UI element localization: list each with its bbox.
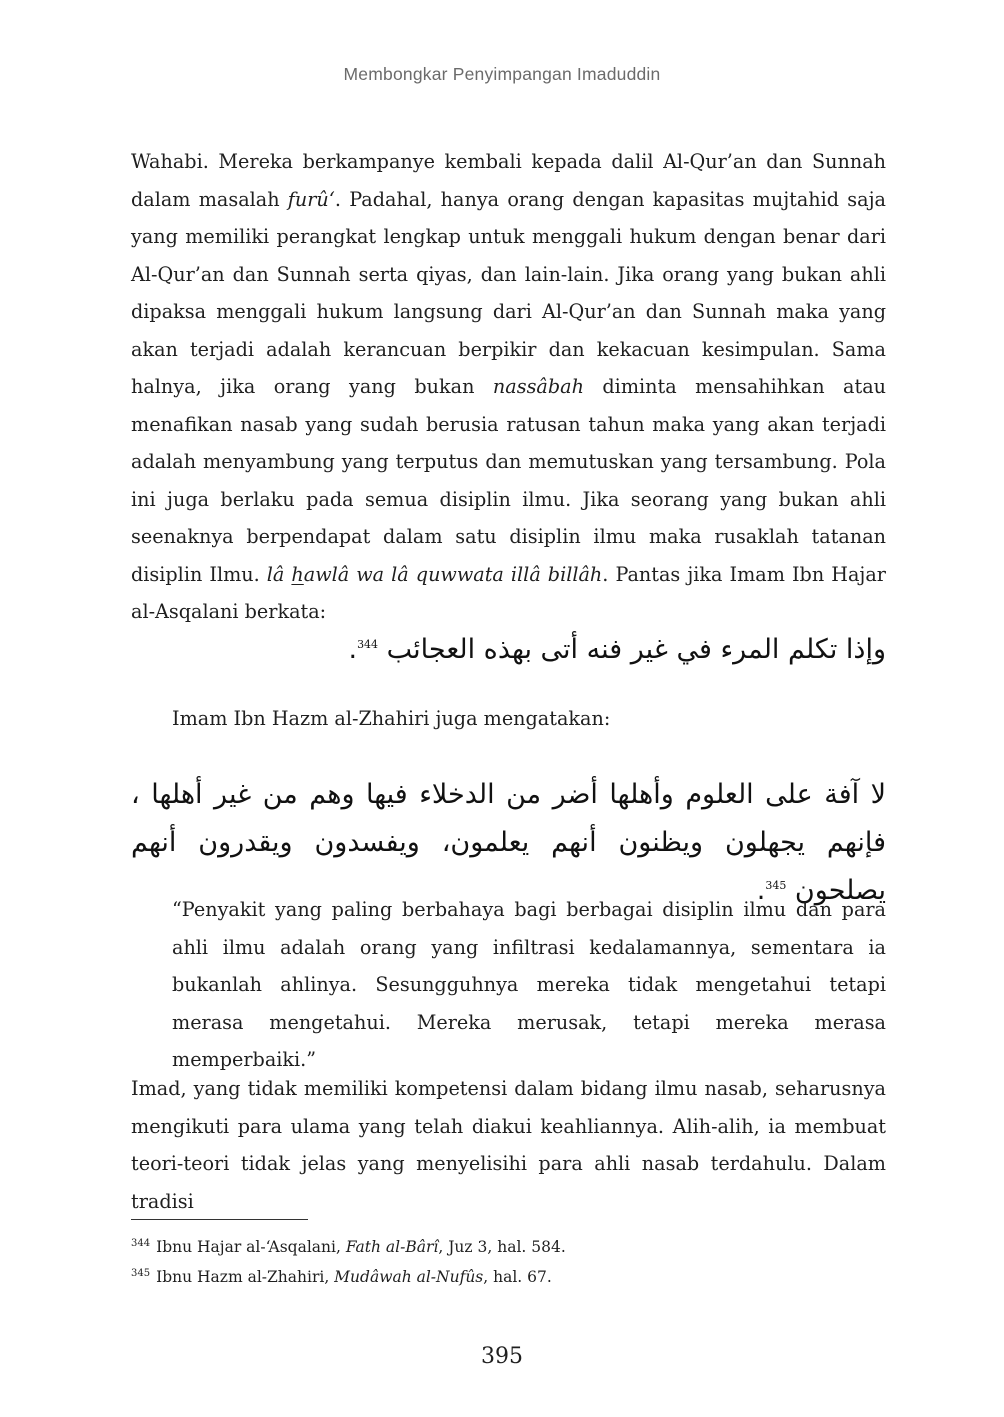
arabic-quote-ibn-hajar: وإذا تكلم المرء في غير فنه أتى بهذه العجائب $^{344}$. <box>348 634 886 665</box>
p1-text-2: . Padahal, hanya orang dengan kapasitas mujtahid saja yang memiliki perangkat lengkap untuk menggali hukum dengan benar dari Al-Qur’an dan Sunnah serta qiyas, dan lain-lain. Jika orang yang bukan ahli dipaksa menggali hukum langsung dari Al-Qur’an dan Sunnah maka yang akan terjadi adalah kerancuan berpikir dan kekacuan kesimpulan. Sama halnya, jika orang yang bukan <box>131 187 886 398</box>
footnote-ref-345[interactable]: 345 <box>765 879 787 892</box>
page-number: 395 <box>481 1344 523 1369</box>
footnote-divider <box>131 1219 308 1220</box>
footnote-ref-344[interactable]: 344 <box>357 638 379 651</box>
footnote-345: $^{345}$ Ibnu Hazm al-Zhahiri, Mudâwah al-Nufûs, hal. 67. <box>131 1267 552 1286</box>
p1-text-4: . Pantas jika Imam Ibn Hajar al-Asqalani berkata: <box>131 562 886 623</box>
intro-ibn-hazm: Imam Ibn Hazm al-Zhahiri juga mengatakan: <box>172 707 611 730</box>
arabic-quote-ibn-hazm: لا آفة على العلوم وأهلها أضر من الدخلاء فيها وهم من غير أهلها ، فإنهم يجهلون ويظنون أنهم يعلمون، ويفسدون ويقدرون أنهم يصلحون $^{345}$. <box>131 779 886 906</box>
paragraph-1 <box>131 143 886 631</box>
paragraph-3: Imad, yang tidak memiliki kompetensi dalam bidang ilmu nasab, seharusnya mengikuti para ulama yang telah diakui keahliannya. Alih-alih, ia membuat teori-teori tidak jelas yang menyelisihi para ahli nasab terdahulu. Dalam tradisi <box>131 1077 886 1213</box>
footnote-344: $^{344}$ Ibnu Hajar al-‘Asqalani, Fath al-Bârî, Juz 3, hal. 584. <box>131 1237 566 1256</box>
p1-text-1: Wahabi. Mereka berkampanye kembali kepada dalil Al-Qur’an dan Sunnah dalam masalah <box>131 150 886 211</box>
term-furu: furû‘ <box>287 187 335 211</box>
running-title: Membongkar Penyimpangan Imaduddin <box>343 64 661 84</box>
term-nassabah: nassâbah <box>492 375 584 398</box>
p1-text-3: diminta mensahihkan atau menafikan nasab yang sudah berusia ratusan tahun maka yang akan terjadi adalah menyambung yang terputus dan memutuskan yang tersambung. Pola ini juga berlaku pada semua disiplin ilmu. Jika seorang yang bukan ahli seenaknya berpendapat dalam satu disiplin ilmu maka rusaklah tatanan disiplin Ilmu. <box>131 375 886 586</box>
phrase-la-hawla: lâ hawlâ wa lâ quwwata illâ billâh <box>266 562 603 586</box>
translation-quote: “Penyakit yang paling berbahaya bagi berbagai disiplin ilmu dan para ahli ilmu adalah orang yang infiltrasi kedalamannya, sementara ia bukanlah ahlinya. Sesungguhnya mereka tidak mengetahui tetapi merasa mengetahui. Mereka merusak, tetapi mereka merasa memperbaiki.” <box>172 898 886 1071</box>
